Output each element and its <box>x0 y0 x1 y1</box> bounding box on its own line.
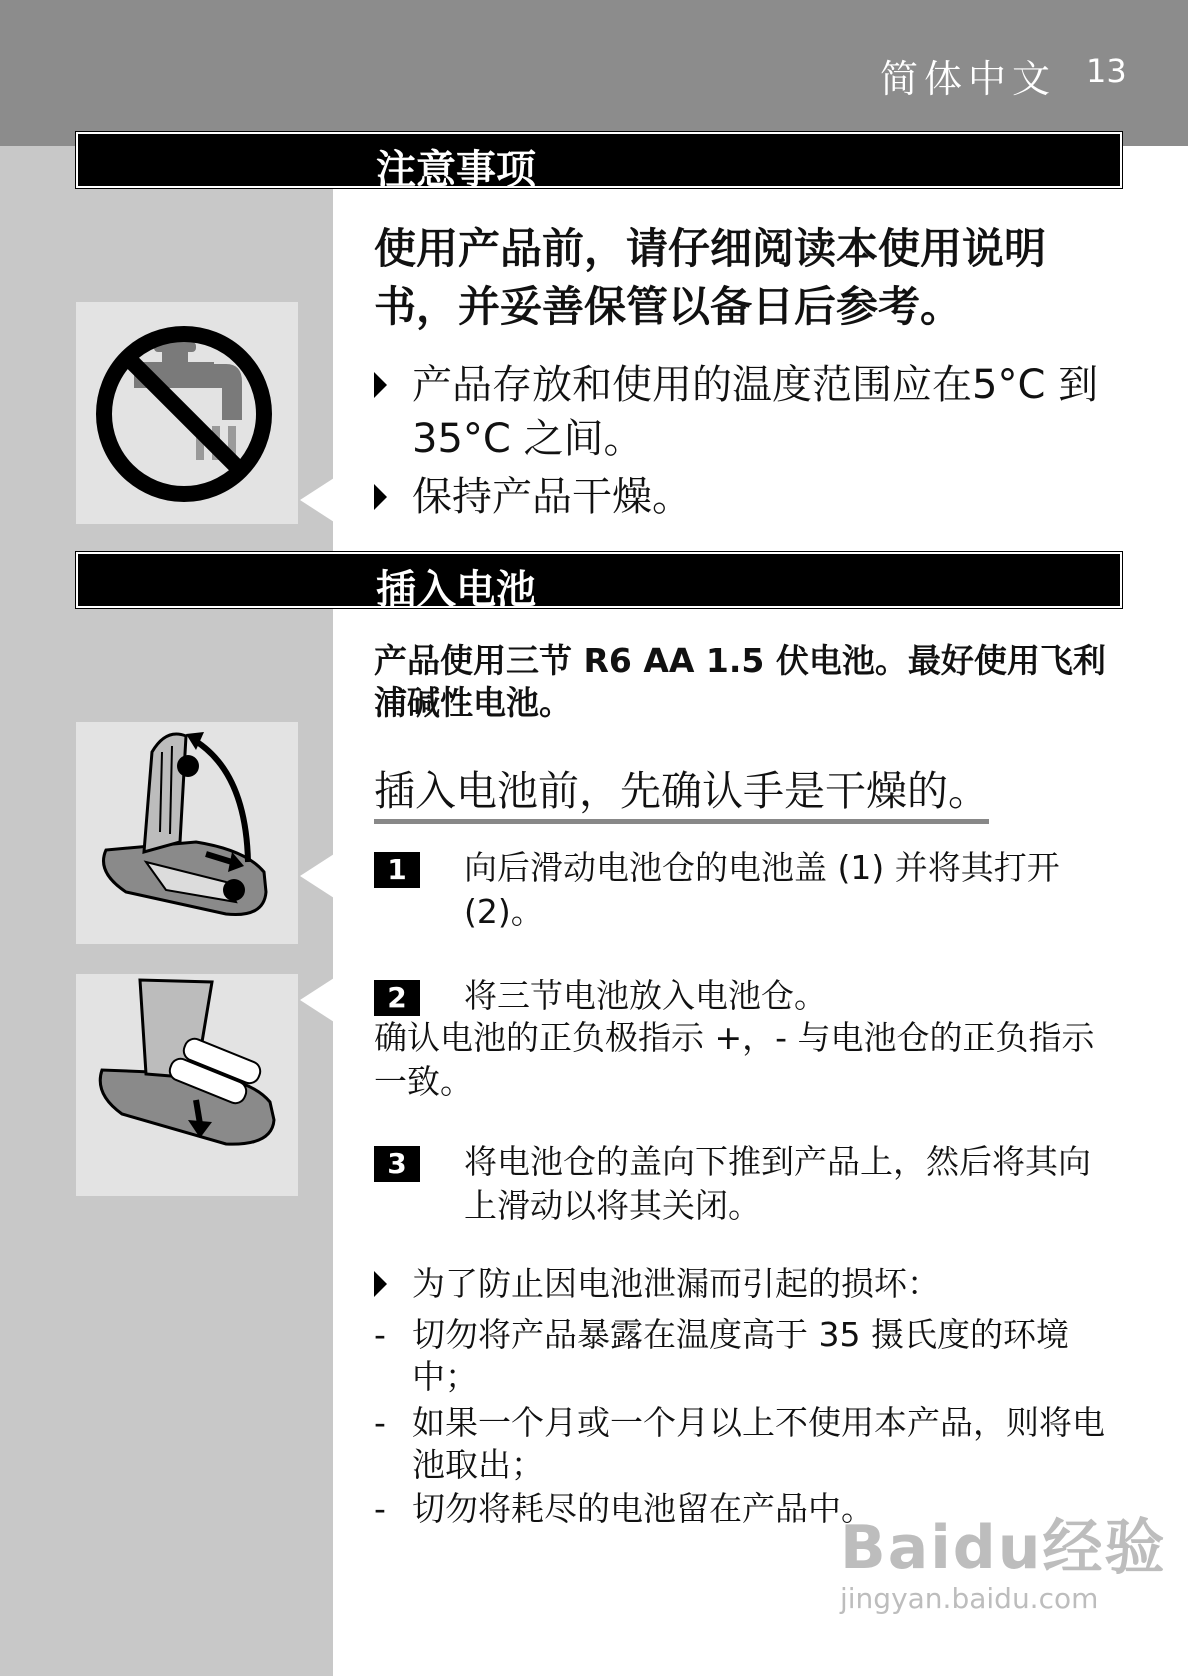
bullet-icon <box>374 1271 387 1297</box>
section-title-precautions: 注意事项 <box>376 147 536 193</box>
dry-hands-warning: 插入电池前，先确认手是干燥的。 <box>374 758 989 824</box>
dash-item-empty-batteries-text: 切勿将耗尽的电池留在产品中。 <box>412 1489 874 1528</box>
dash-marker: - <box>374 1315 386 1354</box>
step-2-text: 将三节电池放入电池仓。 <box>464 976 827 1015</box>
step-2-polarity-note: 确认电池的正负极指示 +，- 与电池仓的正负指示一致。 <box>374 1018 1095 1101</box>
battery-cover-open-icon <box>76 722 298 944</box>
step-number-3: 3 <box>374 1146 420 1182</box>
bullet-leak-warning <box>374 1262 1132 1306</box>
bullet-keep-dry-text: 保持产品干燥。 <box>412 474 692 520</box>
safety-intro: 使用产品前，请仔细阅读本使用说明书，并妥善保管以备日后参考。 <box>374 224 1047 331</box>
section-title-insert-batteries: 插入电池 <box>376 567 536 613</box>
bullet-icon <box>374 484 387 510</box>
dash-marker: - <box>374 1489 386 1528</box>
bullet-keep-dry <box>374 470 1112 524</box>
section-bar-insert-batteries <box>76 552 1122 613</box>
dash-item-remove-batteries <box>374 1402 1124 1486</box>
bullet-temperature <box>374 358 1112 466</box>
bullet-temperature-text: 产品存放和使用的温度范围应在5°C 到 35°C 之间。 <box>412 362 1099 462</box>
illustration-pointer <box>300 978 334 1022</box>
bullet-icon <box>374 372 387 398</box>
header-language: 简体中文 <box>880 57 1057 101</box>
illustration-pointer <box>300 478 334 522</box>
no-water-icon <box>76 302 298 524</box>
section-bar-precautions <box>76 132 1122 193</box>
step-number-1: 1 <box>374 852 420 888</box>
open-battery-cover-illustration <box>76 722 298 944</box>
step-1-text: 向后滑动电池仓的电池盖 (1) 并将其打开 (2)。 <box>464 848 1060 931</box>
insert-batteries-illustration <box>76 974 298 1196</box>
no-water-illustration <box>76 302 298 524</box>
page-number: 13 <box>1086 52 1127 90</box>
bullet-leak-warning-text: 为了防止因电池泄漏而引起的损坏： <box>412 1264 940 1303</box>
baidu-watermark <box>840 1500 1166 1615</box>
dash-item-temperature <box>374 1314 1124 1398</box>
step-number-2: 2 <box>374 980 420 1016</box>
batteries-insert-icon <box>76 974 298 1196</box>
step-3-text: 将电池仓的盖向下推到产品上，然后将其向上滑动以将其关闭。 <box>464 1142 1091 1225</box>
watermark-logo: Baidu经验 <box>840 1513 1167 1583</box>
battery-intro: 产品使用三节 R6 AA 1.5 伏电池。最好使用飞利浦碱性电池。 <box>374 641 1106 722</box>
dash-item-temperature-text: 切勿将产品暴露在温度高于 35 摄氏度的环境中； <box>412 1315 1069 1396</box>
illustration-pointer <box>300 854 334 898</box>
dash-marker: - <box>374 1403 386 1442</box>
watermark-url: jingyan.baidu.com <box>840 1582 1099 1615</box>
dash-item-remove-batteries-text: 如果一个月或一个月以上不使用本产品，则将电池取出； <box>412 1403 1105 1484</box>
